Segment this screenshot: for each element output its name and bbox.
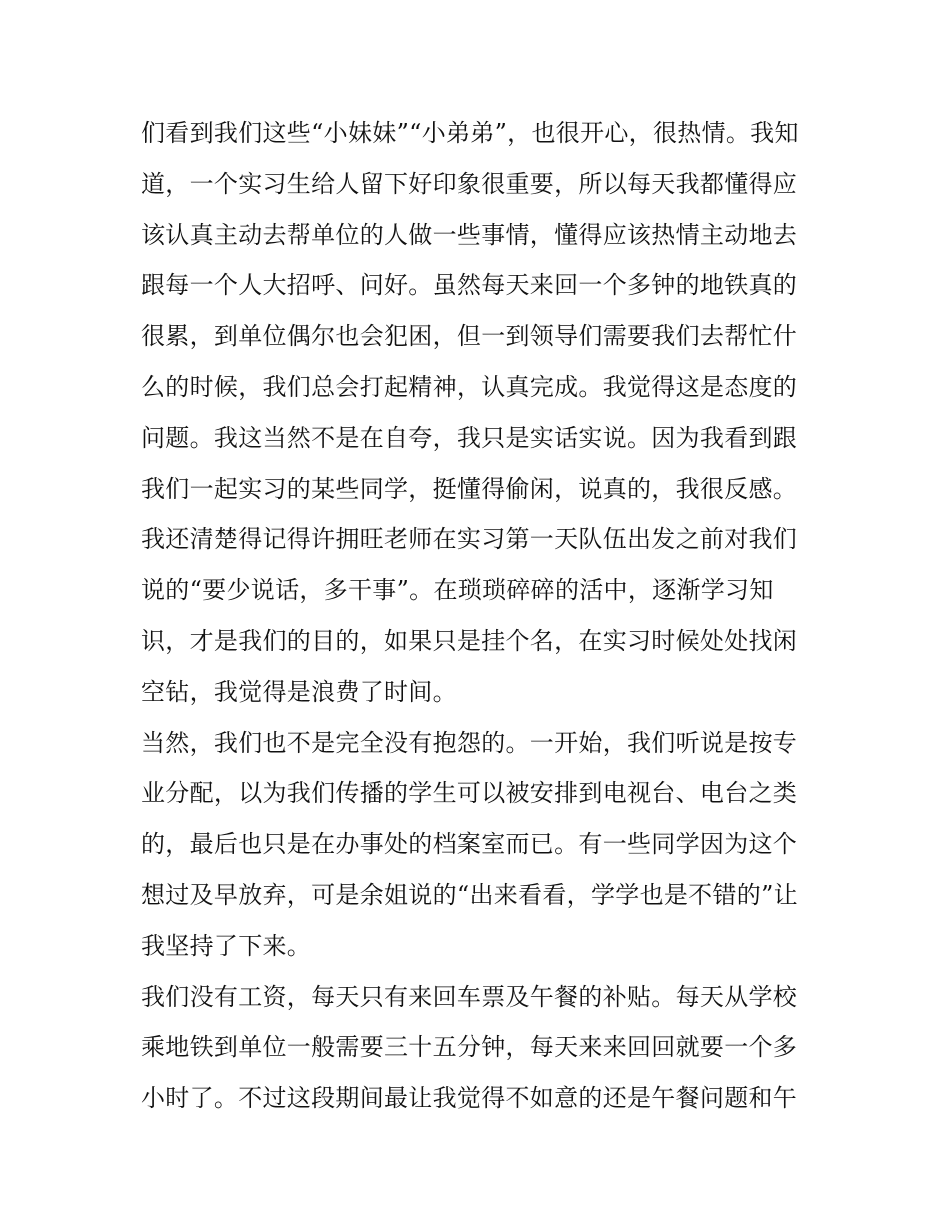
text-line: 的，最后也只是在办事处的档案室而已。有一些同学因为这个 [141, 830, 798, 859]
text-line: 问题。我这当然不是在自夸，我只是实话实说。因为我看到跟 [141, 423, 798, 452]
text-line: 我们一起实习的某些同学，挺懂得偷闲，说真的，我很反感。 [141, 474, 798, 503]
text-line: 我们没有工资，每天只有来回车票及午餐的补贴。每天从学校 [141, 982, 798, 1011]
text-line: 业分配，以为我们传播的学生可以被安排到电视台、电台之类 [141, 779, 798, 808]
text-line: 很累，到单位偶尔也会犯困，但一到领导们需要我们去帮忙什 [141, 322, 798, 351]
text-line: 该认真主动去帮单位的人做一些事情，懂得应该热情主动地去 [141, 220, 798, 249]
text-line: 跟每一个人大招呼、问好。虽然每天来回一个多钟的地铁真的 [141, 271, 798, 300]
text-line: 我还清楚得记得许拥旺老师在实习第一天队伍出发之前对我们 [141, 525, 798, 554]
text-line: 空钻，我觉得是浪费了时间。 [141, 677, 457, 706]
text-line: 想过及早放弃，可是余姐说的“出来看看，学学也是不错的”让 [141, 880, 798, 909]
text-line: 道，一个实习生给人留下好印象很重要，所以每天我都懂得应 [141, 169, 798, 198]
text-line: 当然，我们也不是完全没有抱怨的。一开始，我们听说是按专 [141, 728, 798, 757]
text-line: 么的时候，我们总会打起精神，认真完成。我觉得这是态度的 [141, 372, 798, 401]
text-line: 乘地铁到单位一般需要三十五分钟，每天来来回回就要一个多 [141, 1033, 798, 1062]
text-line: 们看到我们这些“小妹妹”“小弟弟”，也很开心，很热情。我知 [141, 119, 799, 147]
text-line: 说的“要少说话，多干事”。在琐琐碎碎的活中，逐渐学习知 [141, 576, 774, 605]
text-line: 我坚持了下来。 [141, 931, 312, 960]
body-text [141, 108, 821, 1124]
text-line: 识，才是我们的目的，如果只是挂个名，在实习时候处处找闲 [141, 626, 798, 655]
text-line: 小时了。不过这段期间最让我觉得不如意的还是午餐问题和午 [141, 1084, 798, 1113]
